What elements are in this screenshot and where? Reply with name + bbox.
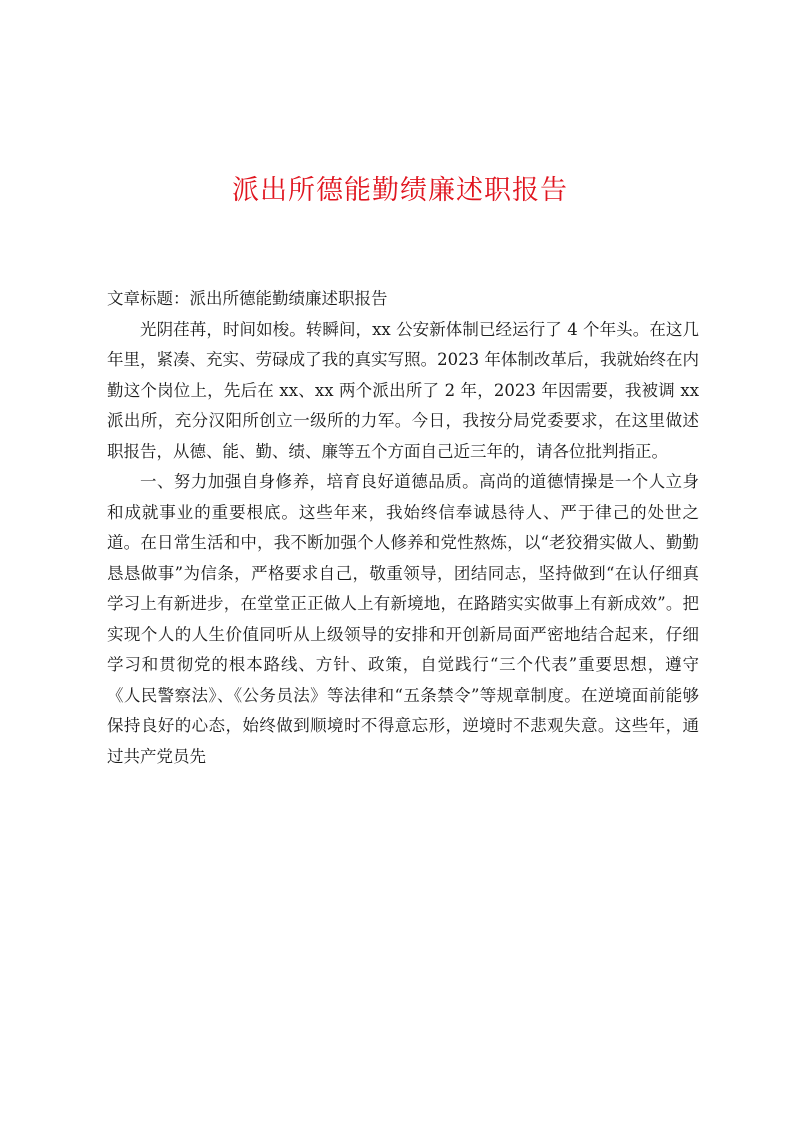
article-title-label: 文章标题：派出所德能勤绩廉述职报告 (107, 289, 388, 308)
paragraph-intro: 光阴荏苒，时间如梭。转瞬间，xx 公安新体制已经运行了 4 个年头。在这几年里，紧凑、充实、劳碌成了我的真实写照。2023 年体制改革后，我就始终在内勤这个岗位上，先后在 xx、xx 两个派出所了 2 年，2023 年因需要，我被调 xx 派出所，充分汉阳所创立一级所的力军。今日，我按分局党委要求，在这里做述职报告，从德、能、勤、绩、廉等五个方面自己近三年的，请各位批判指正。 (107, 319, 699, 461)
paragraph-section-one: 一、努力加强自身修养，培育良好道德品质。高尚的道德情操是一个人立身和成就事业的重要根底。这些年来，我始终信奉诚恳待人、严于律己的处世之道。在日常生活和中，我不断加强个人修养和党性熬炼，以“老狡猾实做人、勤勤恳恳做事”为信条，严格要求自己，敬重领导，团结同志，坚持做到“在认仔细真学习上有新进步，在堂堂正正做人上有新境地，在路踏实实做事上有新成效”。把实现个人的人生价值同听从上级领导的安排和开创新局面严密地结合起来，仔细学习和贯彻党的根本路线、方针、政策，自觉践行“三个代表”重要思想，遵守《人民警察法》、《公务员法》等法律和“五条禁令”等规章制度。在逆境面前能够保持良好的心态，始终做到顺境时不得意忘形，逆境时不悲观失意。这些年，通过共产党员先 (107, 472, 699, 766)
document-title: 派出所德能勤绩廉述职报告 (232, 175, 568, 206)
document-body (107, 284, 699, 772)
